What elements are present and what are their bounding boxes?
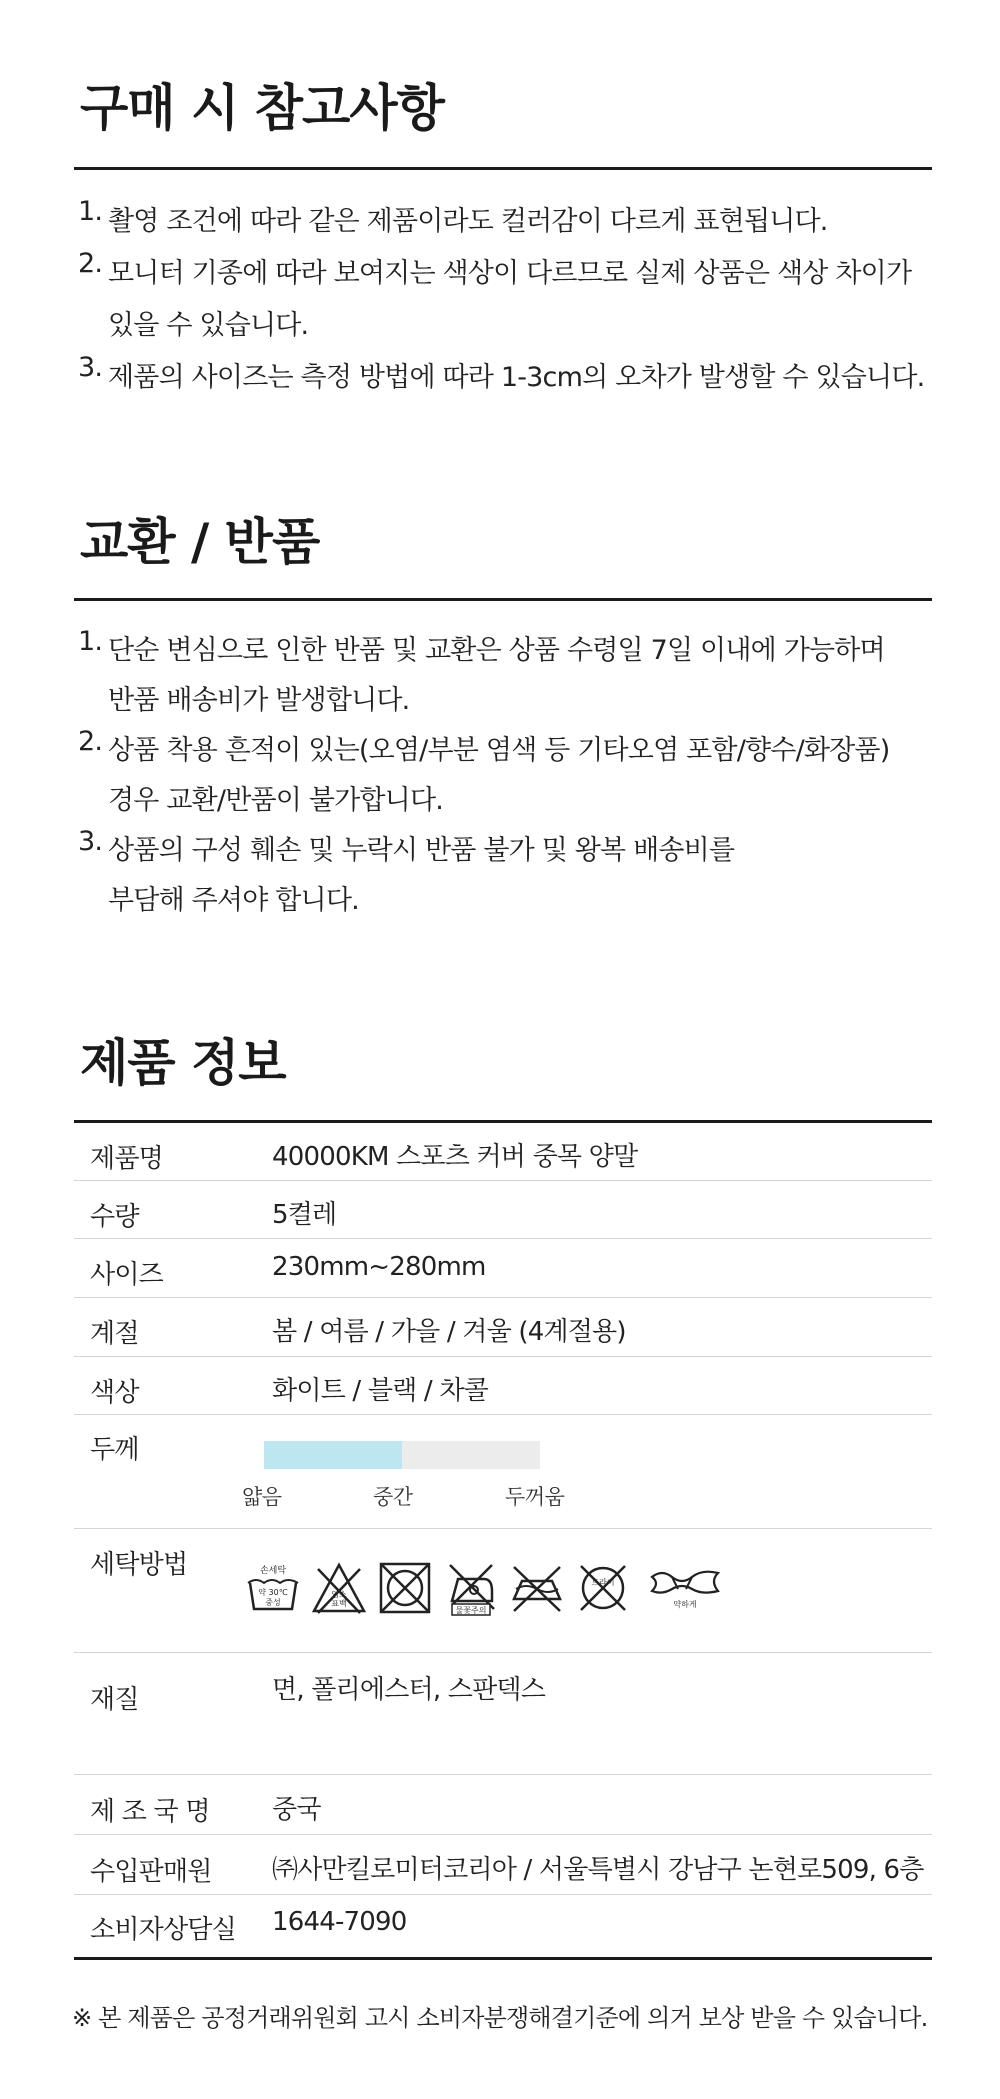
- footnote: ※ 본 제품은 공정거래위원회 고시 소비자분쟁해결기준에 의거 보상 받을 수 있습니다.: [72, 2004, 928, 2032]
- product-info-title: 제품 정보: [80, 1034, 286, 1092]
- list-text: 단순 변심으로 인한 반품 및 교환은 상품 수령일 7일 이내에 가능하며: [108, 635, 885, 666]
- exchange-return-divider: [74, 598, 932, 601]
- row-label: 소비자상담실: [90, 1915, 236, 1945]
- purchase-notes-list: [78, 196, 938, 404]
- no-dry-clean-icon: [574, 1559, 632, 1617]
- list-text: 있을 수 있습니다.: [108, 310, 309, 341]
- table-row-size: [74, 1239, 932, 1298]
- wash-label: 표백: [331, 1599, 347, 1608]
- list-number: 2.: [78, 248, 103, 279]
- list-item: [78, 352, 938, 404]
- list-text: 촬영 조건에 따라 같은 제품이라도 컬러감이 다르게 표현됩니다.: [108, 206, 828, 237]
- wash-label: 물꽃주의: [455, 1606, 487, 1615]
- table-row-quantity: [74, 1181, 932, 1239]
- table-row-name: [74, 1122, 932, 1181]
- row-value: 1644-7090: [272, 1907, 407, 1937]
- list-number: 1.: [78, 626, 103, 657]
- row-label: 수입판매원: [90, 1857, 212, 1887]
- row-label: 사이즈: [90, 1260, 163, 1290]
- thickness-scale-thin: 얇음: [242, 1485, 282, 1509]
- table-row-origin: [74, 1775, 932, 1835]
- row-value: ㈜사만킬로미터코리아 / 서울특별시 강남구 논현로509, 6층: [272, 1855, 924, 1885]
- purchase-notes-title: 구매 시 참고사항: [80, 79, 444, 137]
- list-item: [78, 826, 938, 926]
- no-wring-icon: [508, 1559, 566, 1617]
- product-info-bottom-divider: [74, 1957, 932, 1960]
- list-text: 상품 착용 흔적이 있는(오염/부분 염색 등 기타오염 포함/향수/화장품): [108, 735, 890, 766]
- list-text: 제품의 사이즈는 측정 방법에 따라 1-3cm의 오차가 발생할 수 있습니다.: [108, 362, 925, 393]
- row-value: 5켤레: [272, 1200, 337, 1230]
- list-item: [78, 196, 938, 248]
- list-item: [78, 626, 938, 726]
- table-row-importer: [74, 1835, 932, 1895]
- list-item: [78, 248, 938, 352]
- row-value: 화이트 / 블랙 / 차콜: [272, 1376, 488, 1406]
- row-value: 봄 / 여름 / 가을 / 겨울 (4계절용): [272, 1317, 626, 1347]
- no-tumble-dry-icon: [376, 1559, 434, 1617]
- thickness-bar-fill: [264, 1441, 402, 1469]
- wash-label: 약 30℃: [258, 1588, 288, 1597]
- exchange-return-list: [78, 626, 938, 926]
- wash-label: 중성: [265, 1598, 281, 1607]
- exchange-return-title: 교환 / 반품: [80, 513, 320, 571]
- table-row-washing: [74, 1529, 932, 1653]
- list-text: 반품 배송비가 발생합니다.: [108, 685, 410, 716]
- table-row-thickness: [74, 1415, 932, 1529]
- hand-wash-icon: [244, 1559, 302, 1617]
- row-label: 계절: [90, 1319, 139, 1349]
- row-label: 두께: [90, 1435, 139, 1465]
- no-bleach-icon: [310, 1559, 368, 1617]
- row-value: 230mm~280mm: [272, 1252, 486, 1282]
- row-label: 수량: [90, 1202, 139, 1232]
- table-row-season: [74, 1298, 932, 1357]
- row-label: 제품명: [90, 1144, 163, 1174]
- row-label: 재질: [90, 1685, 139, 1715]
- row-label: 세탁방법: [90, 1550, 188, 1580]
- row-value: 중국: [272, 1795, 321, 1825]
- table-row-material: [74, 1653, 932, 1775]
- list-number: 3.: [78, 352, 103, 383]
- row-label: 색상: [90, 1378, 139, 1408]
- product-info-table: [74, 1122, 932, 1950]
- wash-label: 드라이: [591, 1578, 615, 1587]
- wash-label: 염소: [331, 1590, 347, 1599]
- list-number: 2.: [78, 726, 103, 757]
- table-row-consumer-center: [74, 1895, 932, 1950]
- row-value: 면, 폴리에스터, 스판덱스: [272, 1675, 546, 1705]
- wring-gently-icon: [648, 1559, 722, 1617]
- list-number: 3.: [78, 826, 103, 857]
- list-text: 부담해 주셔야 합니다.: [108, 885, 359, 916]
- wash-label: 약하게: [673, 1600, 697, 1609]
- list-item: [78, 726, 938, 826]
- wash-label: 손세탁: [259, 1566, 287, 1576]
- thickness-bar: [264, 1441, 540, 1469]
- list-text: 모니터 기종에 따라 보여지는 색상이 다르므로 실제 상품은 색상 차이가: [108, 258, 912, 289]
- thickness-scale-thick: 두꺼움: [505, 1485, 565, 1509]
- purchase-notes-divider: [74, 167, 932, 170]
- row-value: 40000KM 스포츠 커버 중목 양말: [272, 1142, 638, 1172]
- list-text: 상품의 구성 훼손 및 누락시 반품 불가 및 왕복 배송비를: [108, 835, 735, 866]
- row-label: 제 조 국 명: [90, 1797, 210, 1827]
- list-number: 1.: [78, 196, 103, 227]
- thickness-scale-medium: 중간: [373, 1485, 413, 1509]
- list-text: 경우 교환/반품이 불가합니다.: [108, 785, 444, 816]
- iron-caution-icon: [442, 1559, 500, 1617]
- table-row-color: [74, 1357, 932, 1415]
